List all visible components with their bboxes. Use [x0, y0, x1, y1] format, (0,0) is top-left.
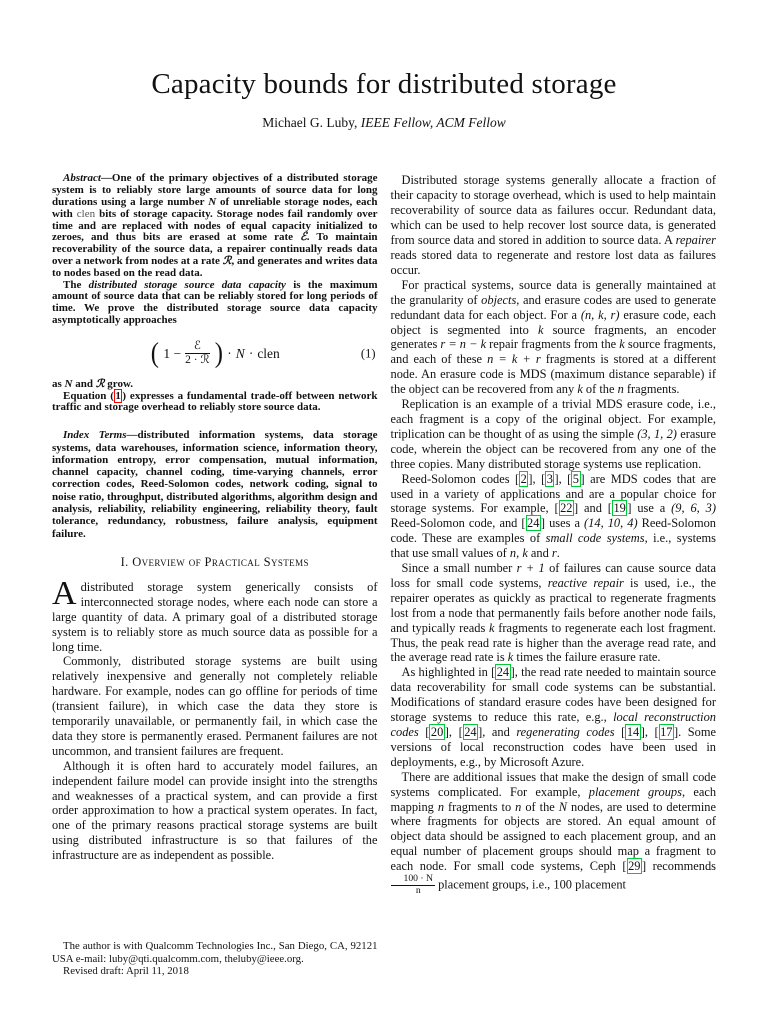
author-name: Michael G. Luby, — [262, 115, 361, 131]
citation-link[interactable]: 17 — [660, 725, 673, 739]
two-column-layout — [52, 173, 716, 1024]
equation-body: ( 1 − $\frac{\text{ℰ}}{\text{2 · ℛ}}$ ) · N · clen — [150, 337, 280, 370]
body-paragraph: As highlighted in [ 24 ], the read rate needed to maintain source data recoverability for small code systems can be substantial. Modifications of standard erasure codes have been designed for storage systems to reduce this rate, e.g., local reconstruction codes [ 20 ], [ 24 ], and regenerating codes [ 14 ], [ 17 ]. Some versions of local reconstruction codes have been used in deployments, e.g., by Microsoft Azure. — [390, 665, 716, 769]
body-paragraph: Since a small number r + 1 of failures can cause source data loss for small code systems, reactive repair is used, i.e., the repairer operates as quickly as practical to regenerate fragments lost from a node that permanently fails before another node fails, and typically reads k fragments to regenerate each lost fragment. Thus, the peak read rate is higher than the average read rate, and the average read rate is k times the failure erasure rate. — [390, 561, 717, 665]
footnote-revision-date: Revised draft: April 11, 2018 — [63, 965, 189, 978]
inline-fraction: $\frac{\text{ℰ}}{\text{2 · ℛ}}$ — [185, 340, 210, 367]
citation-link[interactable]: 2 — [520, 471, 527, 486]
abstract-paragraph-1: Abstract—One of the primary objectives of a distributed storage system is to reliably store large amounts of source data for long durations using a large number N of unreliable storage nodes, each with clen bits of storage capacity. Storage nodes fail randomly over time and are replaced with nodes of equal capacity initialized to zeroes, and thus bits are erased at some rate ℰ. To maintain recoverability of the source data, a repairer continually reads data over a network from nodes at a rate ℛ, and generates and writes data to nodes based on the read data. — [52, 172, 378, 279]
citation-link[interactable]: 20 — [430, 725, 444, 739]
citation-link[interactable]: 22 — [560, 501, 573, 516]
equation-ref-link[interactable]: 1 — [115, 389, 121, 402]
index-terms: Index Terms—distributed information systems, data storage systems, data warehouses, information science, information theory, information entropy, error compensation, mutual information, channel capacity, channel coding, time-varying channels, error correction codes, Reed-Solomon codes, network coding, signal to noise ratio, throughput, distributed algorithms, algorithm design and analysis, reliability, reliability engineering, reliability theory, fault tolerance, redundancy, robustness, failure analysis, equipment failure. — [52, 429, 378, 540]
inline-fraction: $\frac{100 \cdot N}{n}$ — [391, 874, 436, 897]
citation-link[interactable]: 24 — [527, 516, 540, 531]
citation-link[interactable]: 5 — [572, 471, 579, 486]
citation-link[interactable]: 24 — [496, 665, 510, 680]
body-paragraph: Commonly, distributed storage systems are built using relatively inexpensive and generally not completely reliable hardware. For example, nodes can go offline for periods of time (transient failure), in which case the data they store is temporarily unavailable, or permanently fail, in which case the data they store is permanently erased. Permanent failures are not uncommon, and transient failures are frequent. — [52, 654, 378, 758]
equation-number: (1) — [360, 346, 376, 361]
author-titles: IEEE Fellow, ACM Fellow — [360, 115, 506, 131]
right-column — [391, 173, 717, 1024]
citation-link[interactable]: 3 — [546, 471, 553, 486]
citation-link[interactable]: 14 — [626, 725, 640, 739]
footnote-affiliation: The author is with Qualcomm Technologies Inc., San Diego, CA, 92121 USA e-mail: luby@qti.qualcomm.com, theluby@ieee.org. — [52, 940, 378, 965]
citation-link[interactable]: 24 — [464, 725, 477, 739]
display-equation — [52, 336, 378, 372]
body-paragraph: Although it is often hard to accurately model failures, an independent failure model can provide insight into the strengths and weaknesses of a practical system, and can provide a first order approximation to how a practical system operates. In fact, one of the primary reasons practical storage systems are built using distributed infrastructure is so that failures of the infrastructure are as independent as possible. — [52, 758, 378, 863]
abstract-paragraph-2: The distributed storage source data capacity is the maximum amount of source data that can be reliably stored for long periods of time. We prove the distributed storage source data capacity asymptotically approaches — [52, 278, 378, 327]
abstract-paragraph-3: as N and ℛ grow. — [52, 377, 134, 390]
author-line — [52, 115, 716, 131]
citation-link[interactable]: 29 — [628, 859, 641, 874]
section-heading: I. Overview of Practical Systems — [120, 554, 309, 569]
abstract-paragraph-4: Equation ( 1 ) expresses a fundamental trade-off between network traffic and storage overhead to reliably store source data. — [52, 389, 378, 414]
body-paragraph-text: distributed storage system generically consists of interconnected storage nodes, where each node can store a large quantity of data. A primary goal of a distributed storage system is to reliably store as much source data as possible for a long time. — [52, 579, 378, 654]
body-paragraph: For practical systems, source data is generally maintained at the granularity of objects, and erasure codes are used to generate redundant data for each object. For a (n, k, r) erasure code, each object is segmented into k source fragments, an encoder generates r = n − k repair fragments from the k source fragments, and each of these n = k + r fragments is stored at a different node. An erasure code is MDS (maximum distance separable) if the object can be recovered from any k of the n fragments. — [390, 277, 717, 397]
body-paragraph: Reed-Solomon codes [ 2 ], [ 3 ], [ 5 ] are MDS codes that are used in a variety of applications and are a popular choice for storage systems. For example, [ 22 ] and [ 19 ] use a (9, 6, 3) Reed-Solomon code, and [ 24 ] uses a (14, 10, 4) Reed-Solomon code. These are examples of small code systems, i.e., systems that use small values of n, k and r. — [390, 471, 717, 561]
drop-cap: A — [52, 574, 77, 612]
body-paragraph: Replication is an example of a trivial MDS erasure code, i.e., each fragment is a copy of the original object. For example, triplication can be thought of as using the simple (3, 1, 2) erasure code, wherein the object can be recovered from any one of the three copies. Many distributed storage systems use replication. — [390, 397, 716, 471]
left-column — [52, 173, 378, 1024]
author-footnote — [52, 940, 378, 978]
page-title: Capacity bounds for distributed storage — [151, 68, 617, 100]
body-paragraph: There are additional issues that make the design of small code systems complicated. For example, placement groups, each mapping n fragments to n of the N nodes, are used to determine where fragments for objects are stored. An equal amount of object data should be assigned to each placement group, and an equal number of placement groups should map a fragment to each node. For small code systems, Ceph [ 29 ] recommends $\frac{100 \cdot N}{n}$ placement groups, i.e., 100 placement — [390, 769, 717, 896]
body-paragraph: Distributed storage systems generally allocate a fraction of their capacity to storage overhead, which is used to help maintain recoverability of source data as failures occur. Redundant data, which can be used to help recover lost source data, is generated from source data and stored in addition to source data. A repairer reads stored data to regenerate and restore lost data as failures occur. — [390, 173, 716, 277]
body-paragraph-dropcap — [52, 574, 378, 655]
citation-link[interactable]: 19 — [613, 501, 626, 516]
